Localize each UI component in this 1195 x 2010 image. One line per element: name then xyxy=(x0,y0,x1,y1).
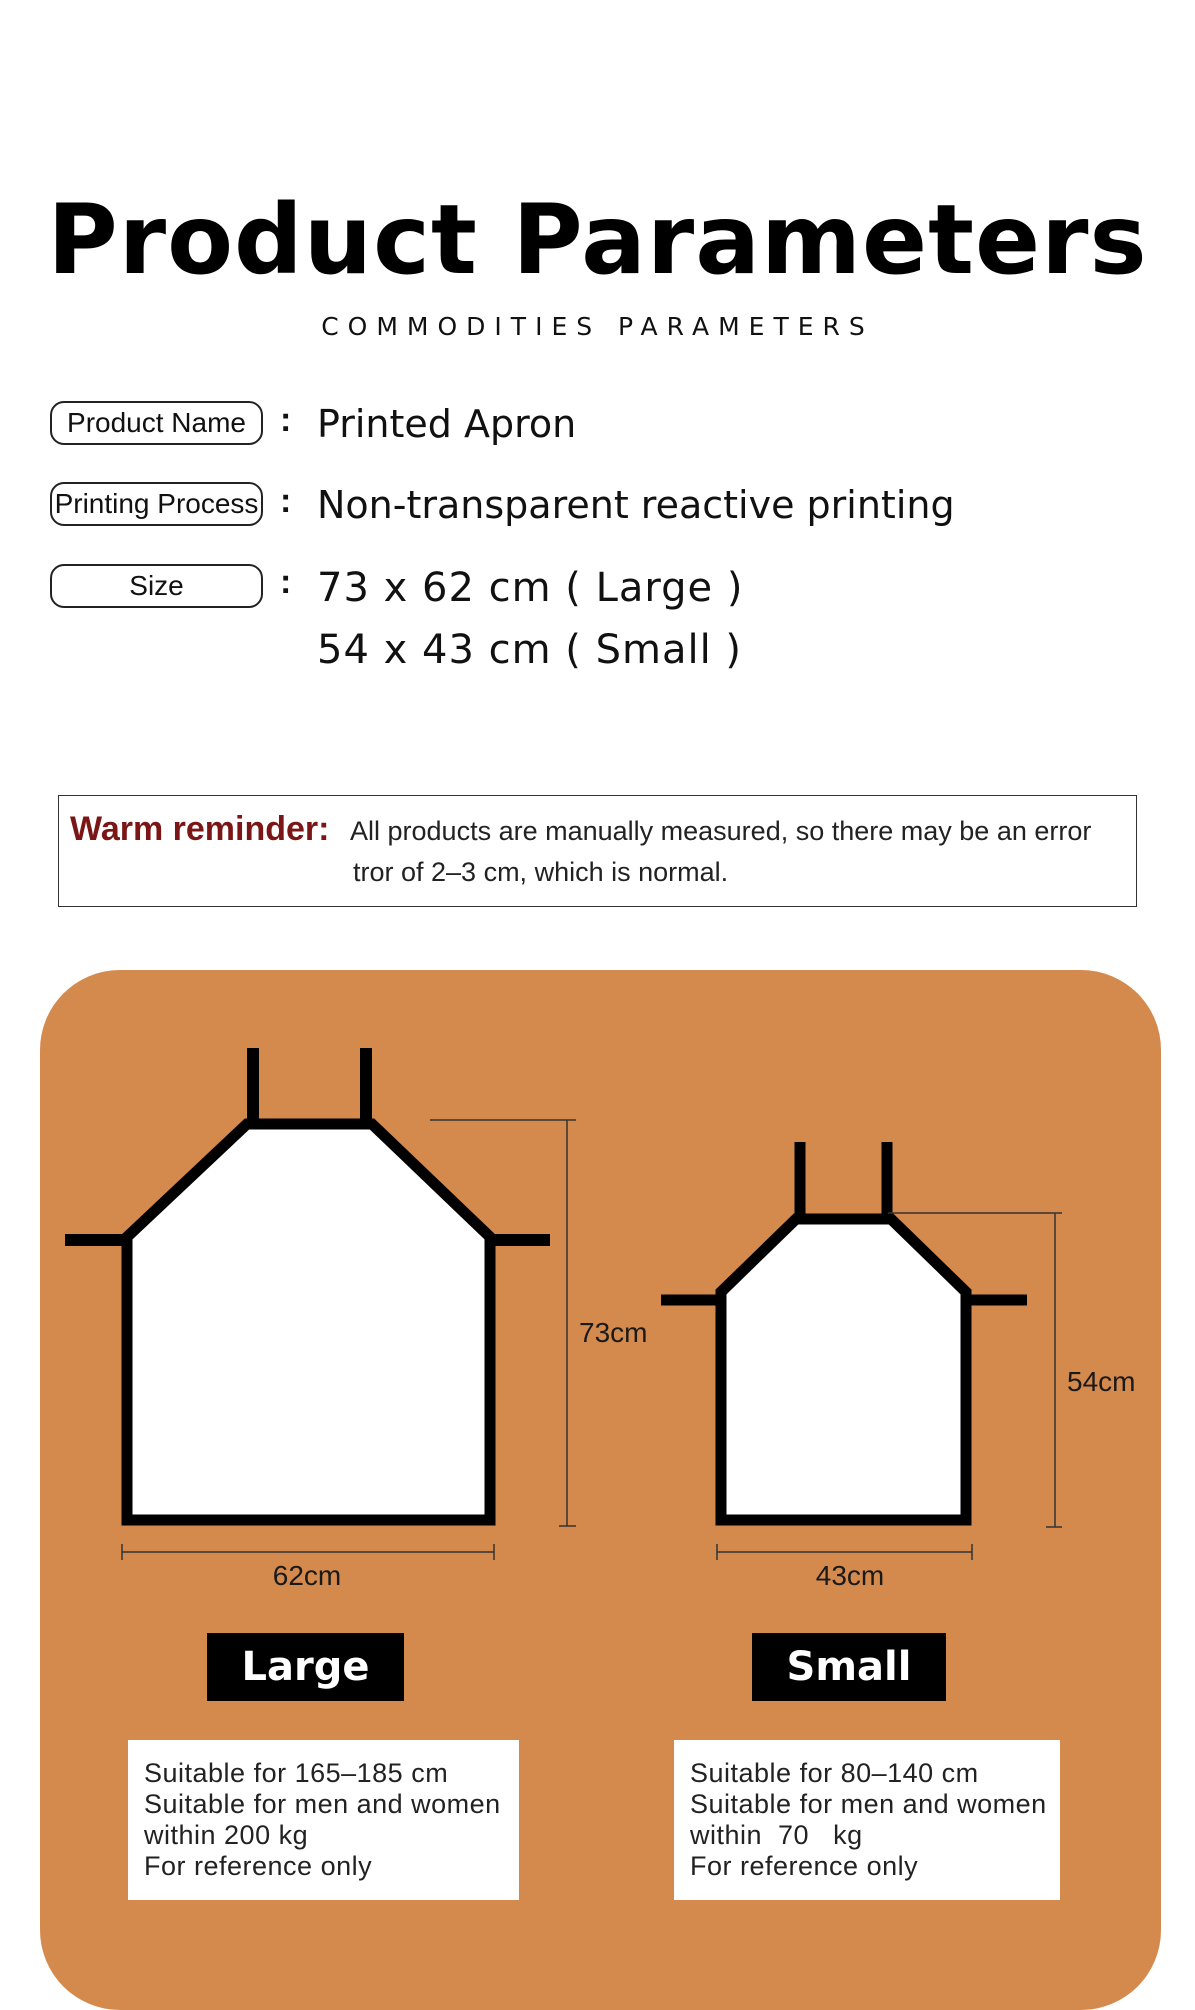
printing-process-colon: : xyxy=(280,482,292,520)
small-info-weight: within 70 kg xyxy=(690,1820,863,1850)
large-info-box xyxy=(128,1740,519,1900)
printing-process-label: Printing Process xyxy=(50,482,263,526)
size-label: Size xyxy=(50,564,263,608)
small-width-dimension xyxy=(717,1544,972,1560)
large-info-weight: within 200 kg xyxy=(144,1820,309,1850)
large-apron-shape xyxy=(65,1048,550,1520)
size-large-value: 73 x 62 cm ( Large ) xyxy=(317,565,744,611)
reminder-text-line2: tror of 2–3 cm, which is normal. xyxy=(353,857,729,887)
page-subtitle: COMMODITIES PARAMETERS xyxy=(321,312,874,341)
reminder-text-line1: All products are manually measured, so there may be an error xyxy=(350,816,1092,846)
product-name-label: Product Name xyxy=(50,401,263,445)
size-small-value: 54 x 43 cm ( Small ) xyxy=(317,627,743,673)
product-name-value: Printed Apron xyxy=(317,402,577,446)
printing-process-value: Non-transparent reactive printing xyxy=(317,483,955,527)
small-width-label: 43cm xyxy=(815,1560,885,1591)
large-info-note: For reference only xyxy=(144,1851,373,1881)
small-info-box xyxy=(674,1740,1060,1900)
small-info-gender: Suitable for men and women xyxy=(690,1789,1047,1819)
large-apron-body xyxy=(127,1124,490,1520)
reminder-label: Warm reminder: xyxy=(70,810,330,848)
small-apron-body xyxy=(721,1219,966,1520)
small-info-note: For reference only xyxy=(690,1851,919,1881)
large-size-tag: Large xyxy=(207,1633,404,1701)
page-title: Product Parameters xyxy=(47,184,1148,296)
product-name-colon: : xyxy=(280,401,292,439)
small-apron-shape xyxy=(661,1142,1027,1520)
large-height-label: 73cm xyxy=(579,1317,648,1348)
size-colon: : xyxy=(280,563,292,601)
large-width-label: 62cm xyxy=(272,1560,342,1591)
large-info-gender: Suitable for men and women xyxy=(144,1789,501,1819)
large-info-height-range: Suitable for 165–185 cm xyxy=(144,1758,449,1788)
small-size-tag: Small xyxy=(752,1633,946,1701)
small-height-label: 54cm xyxy=(1067,1366,1136,1397)
large-width-dimension xyxy=(122,1544,494,1560)
small-info-height-range: Suitable for 80–140 cm xyxy=(690,1758,979,1788)
